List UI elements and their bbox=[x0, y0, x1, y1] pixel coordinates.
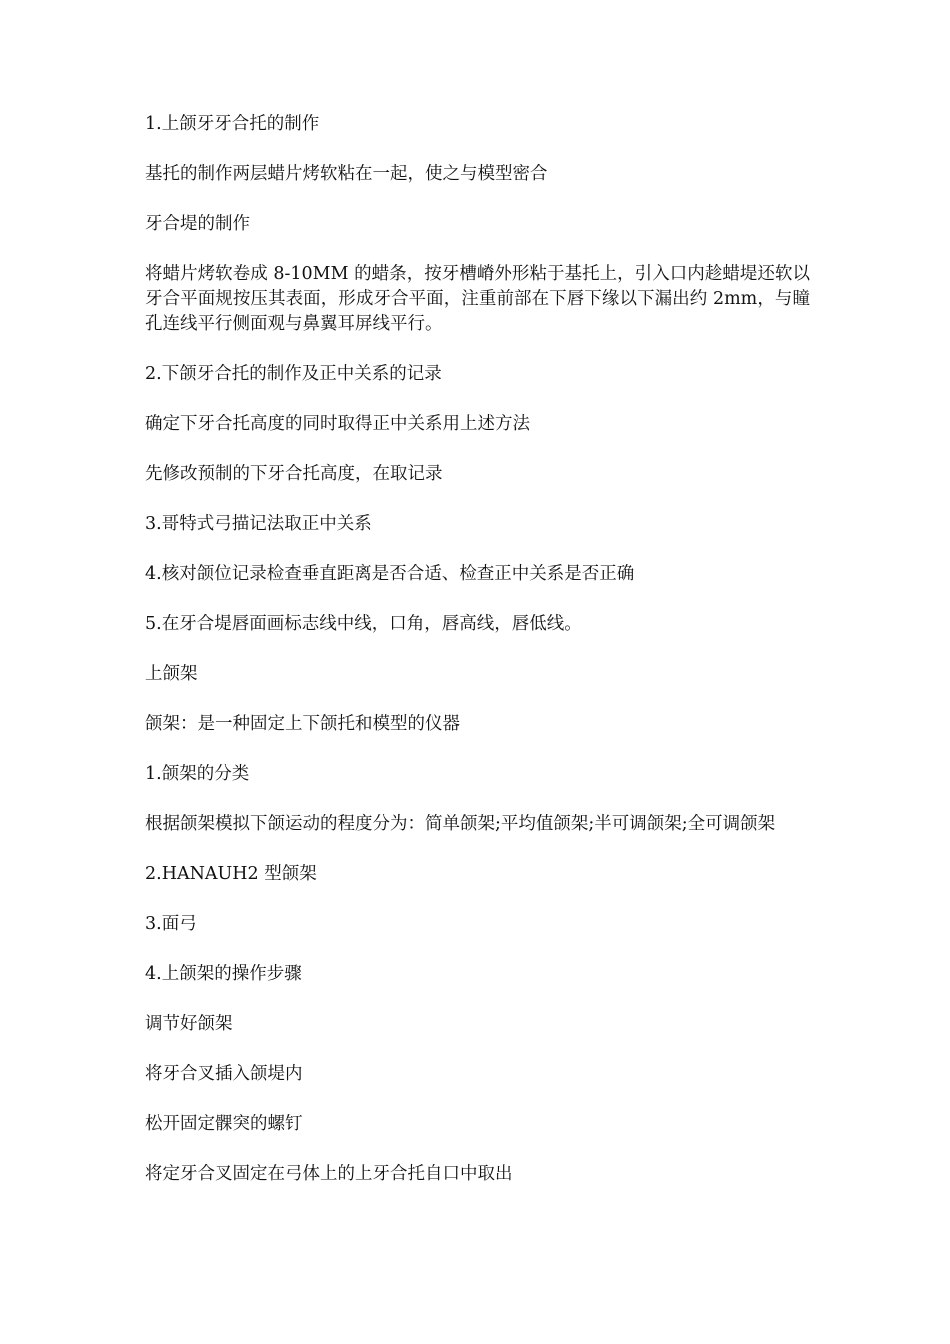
paragraph-articulator-definition: 颌架：是一种固定上下颌托和模型的仪器 bbox=[145, 714, 460, 734]
step-loosen-screws: 松开固定髁突的螺钉 bbox=[145, 1114, 303, 1134]
section-heading-face-bow: 3.面弓 bbox=[145, 914, 197, 934]
paragraph-articulator-classification: 根据颌架模拟下颌运动的程度分为：简单颌架;平均值颌架;半可调颌架;全可调颌架 bbox=[145, 814, 776, 834]
section-heading-hanau: 2.HANAUH2 型颌架 bbox=[145, 864, 317, 884]
section-heading-upper-bite-rim: 1.上颌牙牙合托的制作 bbox=[145, 114, 320, 134]
paragraph-wax-rim-method: 将蜡片烤软卷成 8-10MM 的蜡条，按牙槽嵴外形粘于基托上，引入口内趁蜡堤还软以牙合平面规按压其表面，形成牙合平面，注重前部在下唇下缘以下漏出约 2mm，与瞳孔连线平行侧面观与鼻翼耳屏线平行。 bbox=[145, 264, 810, 334]
paragraph-lower-height: 确定下牙合托高度的同时取得正中关系用上述方法 bbox=[145, 414, 530, 434]
paragraph-modify-lower: 先修改预制的下牙合托高度，在取记录 bbox=[145, 464, 443, 484]
heading-mount-articulator: 上颌架 bbox=[145, 664, 198, 684]
section-heading-gothic-arch: 3.哥特式弓描记法取正中关系 bbox=[145, 514, 372, 534]
section-heading-mounting-steps: 4.上颌架的操作步骤 bbox=[145, 964, 302, 984]
section-heading-verify-record: 4.核对颌位记录检查垂直距离是否合适、检查正中关系是否正确 bbox=[145, 564, 635, 584]
section-heading-articulator-types: 1.颌架的分类 bbox=[145, 764, 250, 784]
step-remove-upper-rim: 将定牙合叉固定在弓体上的上牙合托自口中取出 bbox=[145, 1164, 513, 1184]
step-adjust-articulator: 调节好颌架 bbox=[145, 1014, 233, 1034]
section-heading-mark-lines: 5.在牙合堤唇面画标志线中线，口角，唇高线，唇低线。 bbox=[145, 614, 582, 634]
document-body bbox=[145, 112, 810, 1212]
paragraph-base-plate: 基托的制作两层蜡片烤软粘在一起，使之与模型密合 bbox=[145, 164, 548, 184]
section-heading-lower-bite-rim: 2.下颌牙合托的制作及正中关系的记录 bbox=[145, 364, 442, 384]
step-insert-bite-fork: 将牙合叉插入颌堤内 bbox=[145, 1064, 303, 1084]
subheading-bite-rim: 牙合堤的制作 bbox=[145, 214, 250, 234]
